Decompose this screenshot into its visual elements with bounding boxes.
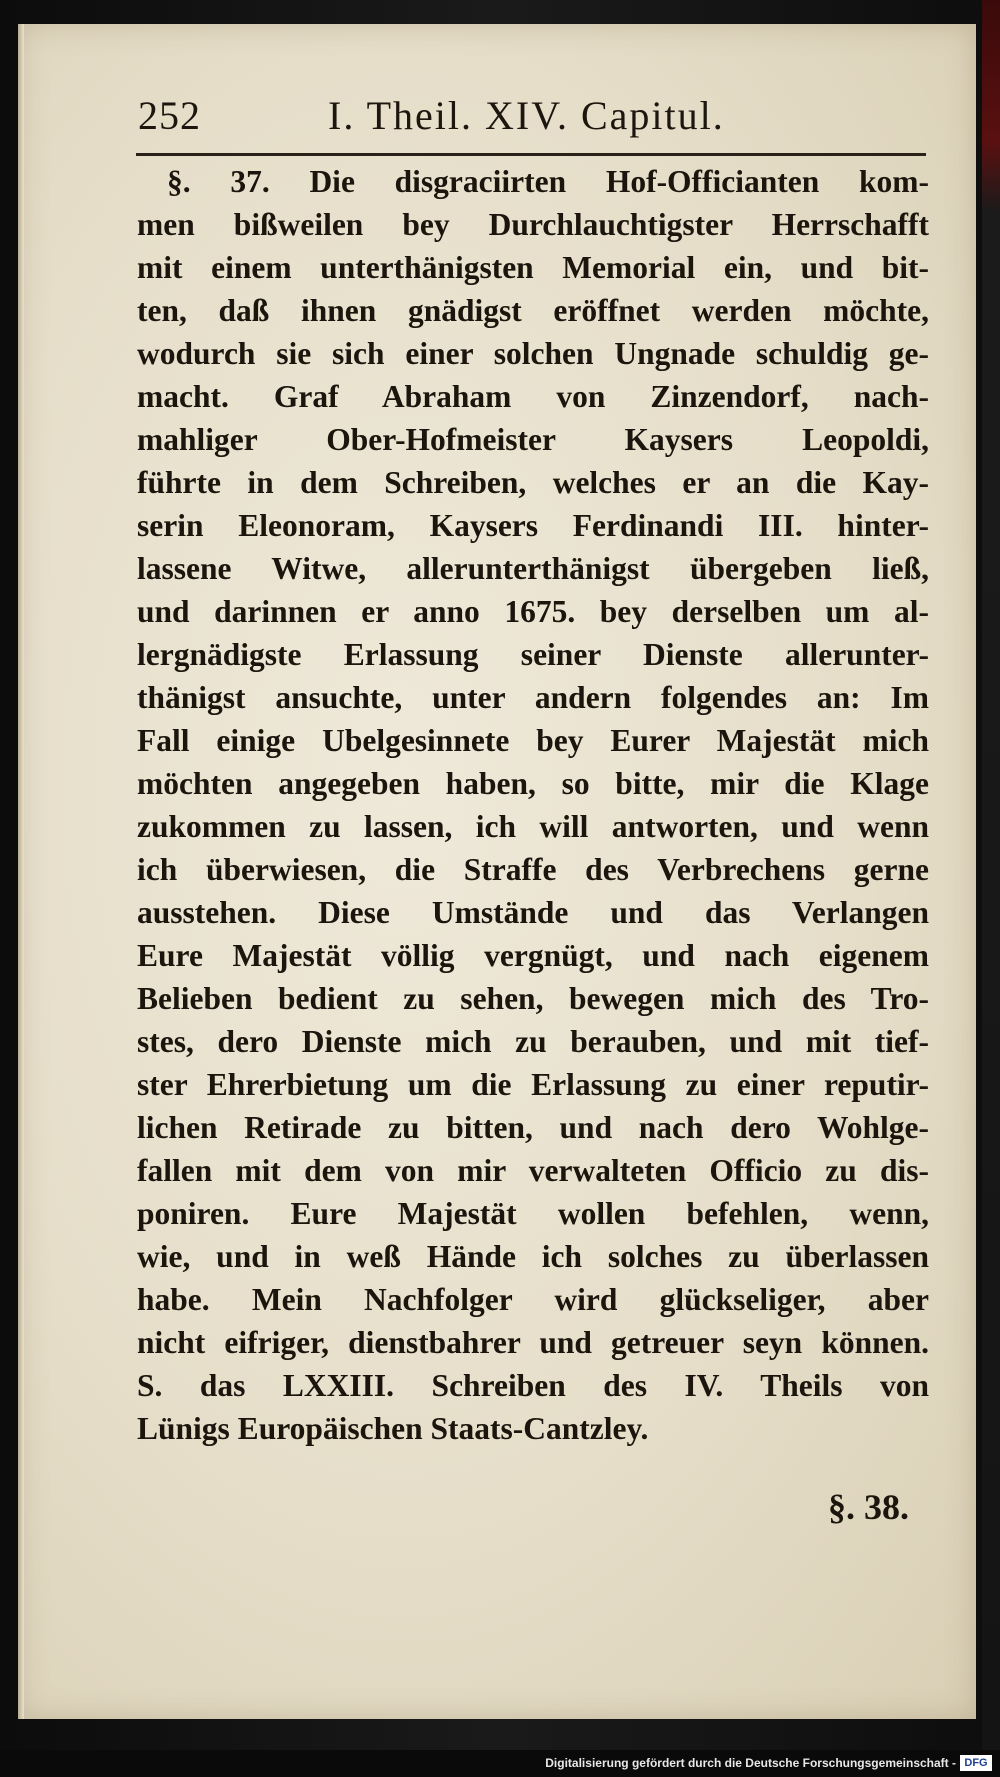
running-head: I. Theil. XIV. Capitul.: [328, 93, 725, 138]
text-line: zukommen zu lassen, ich will antworten, und wenn: [137, 809, 929, 844]
text-line: men bißweilen bey Durchlauchtigster Herrschafft: [137, 207, 929, 242]
text-line: macht. Graf Abraham von Zinzendorf, nach-: [137, 379, 929, 414]
text-line: führte in dem Schreiben, welches er an die Kay-: [137, 465, 929, 500]
text-line: möchten angegeben haben, so bitte, mir die Klage: [137, 766, 929, 801]
text-line: und darinnen er anno 1675. bey derselben um al-: [137, 594, 929, 629]
text-line: Fall einige Ubelgesinnete bey Eurer Majestät mich: [137, 723, 929, 758]
page-gutter-shadow: [18, 24, 24, 1719]
text-line: ten, daß ihnen gnädigst eröffnet werden möchte,: [137, 293, 929, 328]
text-line: ich überwiesen, die Straffe des Verbrechens gerne: [137, 852, 929, 887]
page-header: [138, 92, 938, 146]
text-line: ster Ehrerbietung um die Erlassung zu einer reputir-: [137, 1067, 929, 1102]
text-line: lergnädigste Erlassung seiner Dienste allerunter-: [137, 637, 929, 672]
body-text: [137, 160, 929, 1450]
text-line: habe. Mein Nachfolger wird glückseliger, aber: [137, 1282, 929, 1317]
text-line: Belieben bedient zu sehen, bewegen mich des Tro-: [137, 981, 929, 1016]
text-line: Lünigs Europäischen Staats-Cantzley.: [137, 1411, 649, 1446]
page-number: 252: [138, 93, 201, 138]
text-line: wodurch sie sich einer solchen Ungnade schuldig ge-: [137, 336, 929, 371]
text-line: wie, und in weß Hände ich solches zu überlassen: [137, 1239, 929, 1274]
text-line: mahliger Ober-Hofmeister Kaysers Leopoldi,: [137, 422, 929, 457]
text-line: lassene Witwe, allerunterthänigst übergeben ließ,: [137, 551, 929, 586]
text-line: S. das LXXIII. Schreiben des IV. Theils von: [137, 1368, 929, 1403]
text-line: stes, dero Dienste mich zu berauben, und mit tief-: [137, 1024, 929, 1059]
text-line: fallen mit dem von mir verwalteten Officio zu dis-: [137, 1153, 929, 1188]
text-line: nicht eifriger, dienstbahrer und getreuer seyn können.: [137, 1325, 929, 1360]
text-line: thänigst ansuchte, unter andern folgendes an: Im: [137, 680, 929, 715]
footer-credit: Digitalisierung gefördert durch die Deutsche Forschungsgemeinschaft -: [545, 1756, 956, 1770]
text-line: Eure Majestät völlig vergnügt, und nach eigenem: [137, 938, 929, 973]
text-line: serin Eleonoram, Kaysers Ferdinandi III. hinter-: [137, 508, 929, 543]
text-line: ausstehen. Diese Umstände und das Verlangen: [137, 895, 929, 930]
header-rule: [136, 153, 926, 156]
text-line: mit einem unterthänigsten Memorial ein, und bit-: [137, 250, 929, 285]
scan-edge-strip: [982, 0, 1000, 1777]
text-line: lichen Retirade zu bitten, und nach dero Wohlge-: [137, 1110, 929, 1145]
text-line: poniren. Eure Majestät wollen befehlen, wenn,: [137, 1196, 929, 1231]
dfg-logo: DFG: [960, 1755, 992, 1771]
text-line: §. 37. Die disgraciirten Hof-Officianten kom-: [167, 164, 929, 199]
catchword: §. 38.: [828, 1487, 909, 1527]
